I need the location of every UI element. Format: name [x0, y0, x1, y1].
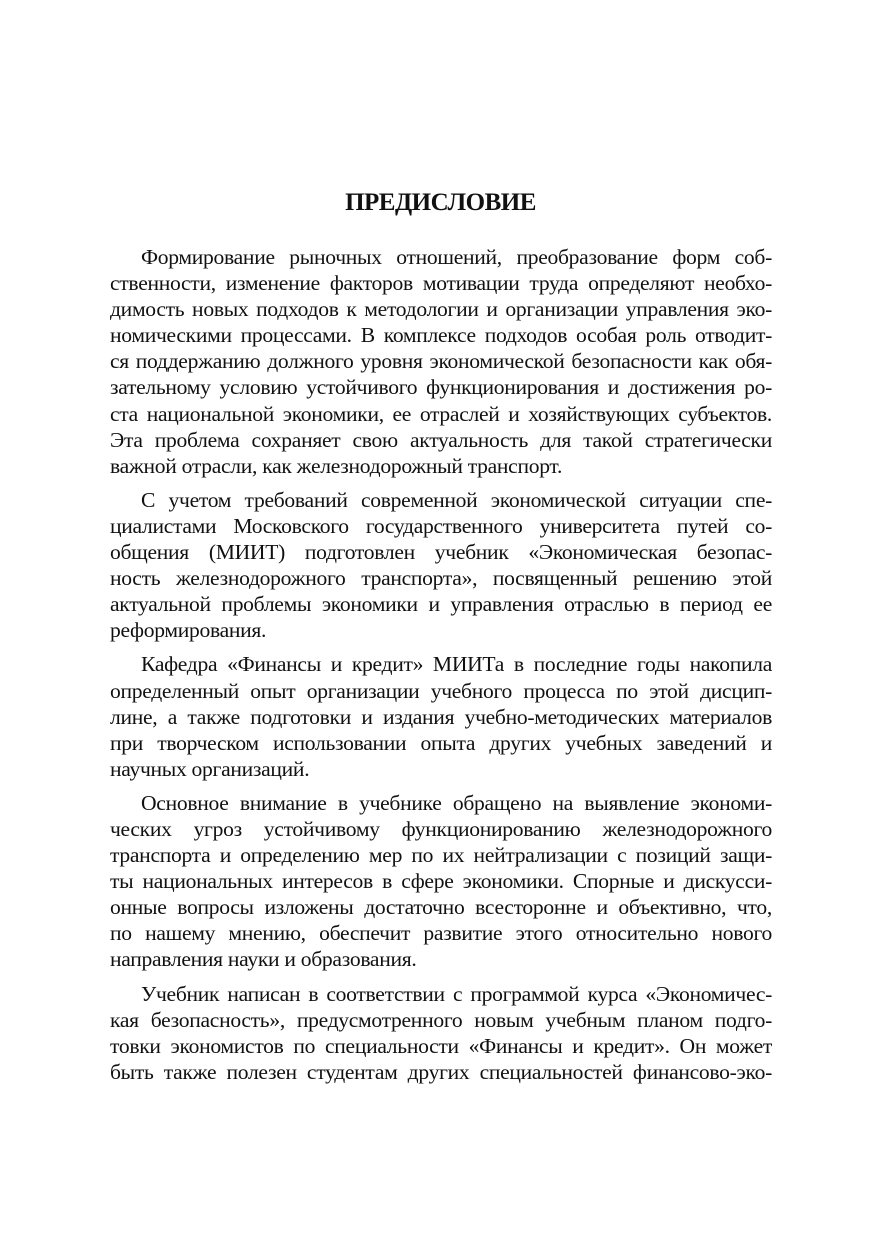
text-line: ственности, изменение факторов мотивации труда определяют необхо- [110, 271, 772, 296]
text-line: Основное внимание в учебнике обращено на выявление экономи- [141, 790, 772, 815]
text-line: Учебник написан в соответствии с программой курса «Экономичес- [141, 981, 772, 1006]
paragraph-3 [110, 651, 772, 781]
text-line: димость новых подходов к методологии и организации управления эко- [110, 297, 772, 322]
text-line: транспорта и определению мер по их нейтрализации с позиций защи- [110, 843, 772, 868]
text-line: реформирования. [110, 618, 267, 643]
text-line: ческих угроз устойчивому функционированию железнодорожного [110, 816, 772, 841]
text-line: С учетом требований современной экономической ситуации спе- [141, 487, 772, 512]
text-line: номическими процессами. В комплексе подходов особая роль отводит- [110, 323, 772, 348]
text-line: быть также полезен студентам других специальностей финансово-эко- [110, 1059, 772, 1084]
text-line: Кафедра «Финансы и кредит» МИИТа в последние годы накопила [141, 652, 772, 677]
text-line: ста национальной экономики, ее отраслей и хозяйствующих субъектов. [110, 401, 772, 426]
text-line: актуальной проблемы экономики и управления отраслью в период ее [110, 592, 772, 617]
text-line: Формирование рыночных отношений, преобразование форм соб- [141, 245, 772, 269]
text-line: научных организаций. [110, 756, 310, 781]
text-line: циалистами Московского государственного университета путей со- [110, 513, 772, 538]
text-line: лине, а также подготовки и издания учебно-методических материалов [110, 704, 772, 729]
text-line: важной отрасли, как железнодорожный транспорт. [110, 453, 563, 478]
preface-text [110, 244, 772, 1085]
text-line: товки экономистов по специальности «Финансы и кредит». Он может [110, 1033, 772, 1058]
text-line: ность железнодорожного транспорта», посвященный решению этой [110, 566, 772, 591]
paragraph-5 [110, 981, 772, 1085]
text-line: зательному условию устойчивого функционирования и достижения ро- [110, 375, 772, 400]
text-line: кая безопасность», предусмотренного новым учебным планом подго- [110, 1007, 772, 1032]
text-line: по нашему мнению, обеспечит развитие этого относительно нового [110, 921, 772, 946]
paragraph-2 [110, 487, 772, 644]
text-line: направления науки и образования. [110, 947, 417, 972]
text-line: ся поддержанию должного уровня экономической безопасности как обя- [110, 349, 772, 374]
text-line: определенный опыт организации учебного процесса по этой дисцип- [110, 678, 772, 703]
page-heading: ПРЕДИСЛОВИЕ [345, 189, 536, 216]
text-line: Эта проблема сохраняет свою актуальность для такой стратегически [110, 427, 772, 452]
text-line: общения (МИИТ) подготовлен учебник «Экономическая безопас- [110, 540, 772, 565]
paragraph-1 [110, 244, 772, 479]
text-line: онные вопросы изложены достаточно всесторонне и объективно, что, [110, 895, 772, 920]
paragraph-4 [110, 790, 772, 973]
text-line: при творческом использовании опыта других учебных заведений и [110, 730, 772, 755]
text-line: ты национальных интересов в сфере экономики. Спорные и дискусси- [110, 869, 772, 894]
